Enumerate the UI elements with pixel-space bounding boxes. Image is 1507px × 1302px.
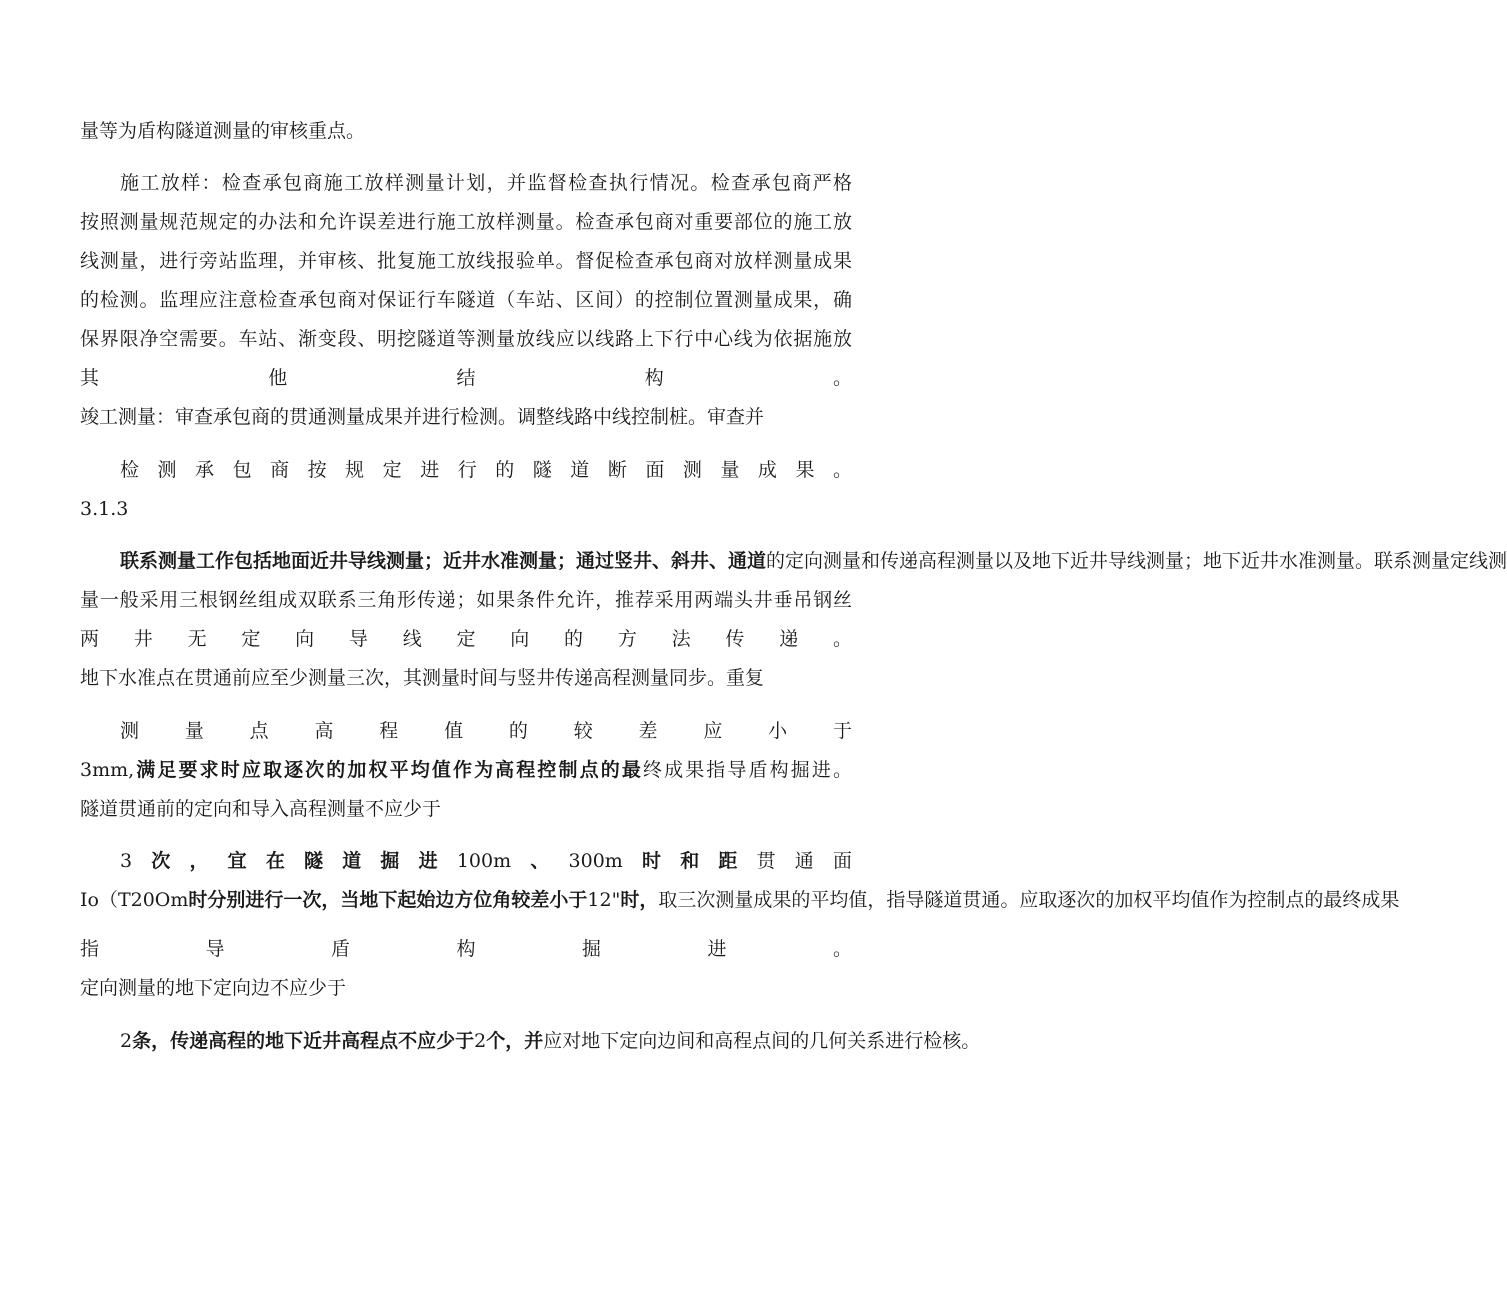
text-line: 地下水准点在贯通前应至少测量三次，其测量时间与竖井传递高程测量同步。重复 <box>80 667 765 689</box>
text-segment: 取三次测量成果的平均值，指导隧道贯通。应取逐次的加权平均值作为控制点的最终成果 <box>658 889 1400 911</box>
text-segment: 条，传递高程的地下近井高程点不应少于 <box>132 1031 475 1052</box>
text-segment: 贯通面 <box>756 850 852 872</box>
text-segment: 的定向测量和传递高程测量以及地下近井导线测量；地下近井水准测量。联系测量定线测 <box>766 550 1507 572</box>
text-segment: 3 <box>120 850 133 872</box>
text-segment: 2 <box>474 1030 487 1052</box>
text-segment: 2 <box>120 1030 133 1052</box>
text-line: 两井无定向导线定向的方法传递。 <box>80 628 852 650</box>
text-segment: 时和距 <box>622 851 757 872</box>
text-line: 施工放样：检查承包商施工放样测量计划，并监督检查执行情况。检查承包商严格 <box>120 172 852 194</box>
text-segment: 时， <box>620 890 659 911</box>
text-line: 线测量，进行旁站监理，并审核、批复施工放线报验单。督促检查承包商对放样测量成果 <box>80 250 852 272</box>
text-line <box>120 846 852 876</box>
text-segment: 终成果指导盾构掘进。 <box>642 759 852 781</box>
text-line: 测量点高程值的较差应小于 <box>120 720 852 742</box>
text-line: 隧道贯通前的定向和导入高程测量不应少于 <box>80 798 442 820</box>
text-line <box>120 1026 981 1056</box>
text-segment: Io（T20Om <box>80 889 189 911</box>
text-line: 指导盾构掘进。 <box>80 938 852 960</box>
text-line: 3.1.3 <box>80 498 129 520</box>
text-line: 定向测量的地下定向边不应少于 <box>80 977 347 999</box>
section-number: 联系测量工作包括地面近井导线测量；近井水准测量；通过竖井、斜井、通道 <box>120 551 767 572</box>
text-line <box>80 885 1400 915</box>
text-line: 量一般采用三根钢丝组成双联系三角形传递；如果条件允许，推荐采用两端头井垂吊钢丝 <box>80 589 852 611</box>
text-line: 其他结构。 <box>80 367 852 389</box>
text-segment: 3mm, <box>80 759 135 781</box>
text-line: 的检测。监理应注意检查承包商对保证行车隧道（车站、区间）的控制位置测量成果，确 <box>80 289 852 311</box>
text-line: 检测承包商按规定进行的隧道断面测量成果。 <box>120 459 852 481</box>
text-line: 按照测量规范规定的办法和允许误差进行施工放样测量。检查承包商对重要部位的施工放 <box>80 211 852 233</box>
text-segment: 时分别进行一次，当地下起始边方位角较差小于 <box>188 890 588 911</box>
text-segment: 次，宜在隧道掘进 <box>132 851 457 872</box>
text-line: 竣工测量：审查承包商的贯通测量成果并进行检测。调整线路中线控制桩。审查并 <box>80 406 765 428</box>
text-line: 量等为盾构隧道测量的审核重点。 <box>80 120 366 142</box>
text-segment: 个，并 <box>486 1031 544 1052</box>
text-segment: 应对地下定向边间和高程点间的几何关系进行检核。 <box>543 1030 981 1052</box>
text-segment: 、 <box>511 851 569 872</box>
text-line <box>80 1065 852 1095</box>
text-segment: 满足要求时应取逐次的加权平均值作为高程控制点的最 <box>134 760 643 781</box>
text-segment: 100m <box>456 850 512 872</box>
text-line <box>80 755 852 785</box>
text-segment: 300m <box>568 850 623 872</box>
text-segment: 12" <box>587 889 621 911</box>
text-line <box>120 546 1507 576</box>
text-line: 保界限净空需要。车站、渐变段、明挖隧道等测量放线应以线路上下行中心线为依据施放 <box>80 328 852 350</box>
